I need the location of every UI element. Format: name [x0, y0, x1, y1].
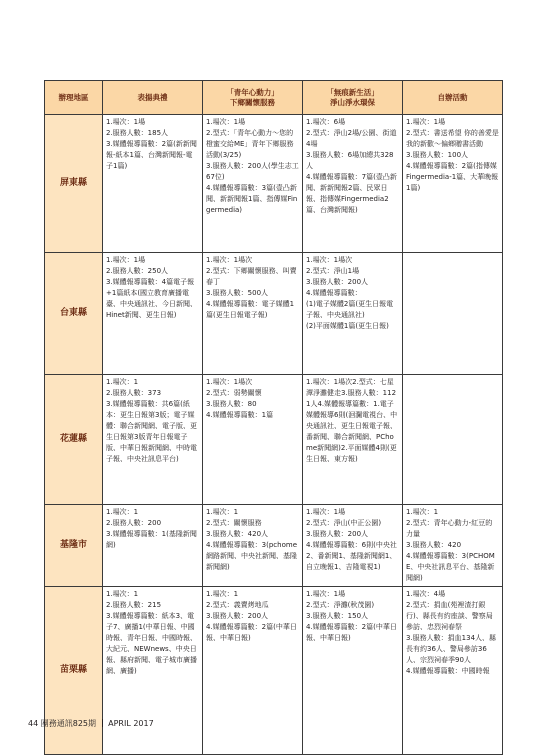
cell-text: 3.媒體報導篇數：紙本3、電子7、廣播1(中華日報、中國時報、青年日報、中國時報、大紀元、NEWnews、中央日報、縣府新聞、電子城市廣播網、廣播) [106, 612, 197, 675]
cell-text: 1.場次：1 [206, 590, 239, 598]
table-cell [103, 587, 203, 755]
cell-text: 1.場次：1 [206, 508, 239, 516]
table-row [45, 587, 503, 755]
table-cell [203, 505, 303, 587]
cell-text: 4.媒體報導篇數：6則(中央社2、番新聞1、基隆新聞網1、自立晚報1、吉隆電視1) [306, 541, 397, 571]
cell-text: 3.媒體報導篇數：1(基隆新聞網) [106, 530, 197, 549]
cell-text: 3.服務人數：捐血134人、縣長有約36人、警局參訪36人、宗烈祠春季90人 [406, 634, 497, 664]
cell-text: 3.服務人數：200人 [306, 278, 369, 286]
table-row [45, 505, 503, 587]
cell-text: 3.服務人數：80 [206, 400, 257, 408]
cell-text: (1)電子媒體2篇(更生日報電子報、中央通訊社) [306, 300, 394, 319]
header-label: 表揚典禮 [137, 92, 168, 102]
table-cell [103, 253, 203, 375]
table-cell [303, 253, 403, 375]
cell-text: 1.場次：1 [106, 378, 139, 386]
cell-text: 3.服務人數：500人 [206, 289, 269, 297]
cell-text: 2.型式：關懷服務 [206, 519, 262, 527]
cell-text: 1.場次：1 [106, 508, 139, 516]
cell-text: 1.場次：1場 [306, 590, 346, 598]
table-cell [403, 115, 503, 253]
table-cell [403, 253, 503, 375]
cell-text: 2.型式：淨灘(秋茂園) [306, 601, 375, 609]
cell-text: 2.型式：下鄉關懷服務、叫賣春丁 [206, 267, 297, 286]
cell-text: 1.場次：1 [406, 508, 439, 516]
cell-text: 3.服務人數：200人 [206, 612, 269, 620]
cell-text: 2.服務人數：200 [106, 519, 162, 527]
table-cell [203, 115, 303, 253]
cell-text: 1.場次：1場次2.型式：七星潭淨灘健走3.服務人數：1121人4.媒體報導篇數：1.電子媒體報導6則(洄瀾電視台、中央通訊社、更生日報電子報、番新聞、聯合新聞網、PChome新聞網)2.平面媒體4則(更生日報、東方報) [306, 378, 398, 463]
cell-text: 4.媒體報導篇數：7篇(壹凸新聞、新新聞報2篇、民眾日報、指傳媒Fingermedia2篇、台灣新聞報) [306, 173, 397, 214]
cell-text: 2.型式：青年心動力-紅豆的力量 [406, 519, 493, 538]
cell-text: 1.場次：1場 [206, 118, 246, 126]
header-label: 辦理地區 [58, 92, 89, 102]
table-cell [303, 587, 403, 755]
cell-text: 2.型式：捐血(苑裡渣打銀行)、縣長有約座談、警察局參訪、忠烈祠春祭 [406, 601, 493, 631]
cell-text: (2)平面媒體1篇(更生日報) [306, 322, 389, 330]
table-cell [403, 587, 503, 755]
cell-text: 4.媒體報導篇數：2篇(中華日報、中華日報) [306, 623, 397, 642]
header-label: 自辦活動 [437, 92, 468, 102]
cell-text: 3.媒體報導篇數：2篇(新新聞報-紙本1篇、台灣新聞報-電子1篇) [106, 140, 197, 170]
cell-text: 2.型式：義賣烤地瓜 [206, 601, 269, 609]
table-cell [303, 375, 403, 505]
cell-text: 1.場次：1場 [106, 118, 146, 126]
cell-text: 1.場次：1 [106, 590, 139, 598]
table-cell [103, 115, 203, 253]
cell-text: 1.場次：1場 [106, 256, 146, 264]
table-cell [303, 505, 403, 587]
cell-text: 3.服務人數：6場加總共328人 [306, 151, 394, 170]
table-cell [403, 375, 503, 505]
table-row [45, 115, 503, 253]
cell-text: 4.媒體報導篇數：1篇 [206, 411, 274, 419]
county-name: 屏東縣 [45, 115, 103, 253]
cell-text: 1.場次：1場 [306, 508, 346, 516]
table-cell [303, 115, 403, 253]
cell-text: 1.場次：6場 [306, 118, 346, 126]
cell-text: 3.服務人數：100人 [406, 151, 469, 159]
table-cell [103, 505, 203, 587]
header-label: 「青年心動力」 [226, 87, 279, 97]
cell-text: 3.服務人數：200人(學生志工67位) [206, 162, 299, 181]
cell-text: 2.服務人數：250人 [106, 267, 169, 275]
table-cell [203, 587, 303, 755]
table-cell [103, 375, 203, 505]
header-environment [303, 81, 403, 115]
header-youth-service [203, 81, 303, 115]
county-name: 花蓮縣 [45, 375, 103, 505]
header-self-activity [403, 81, 503, 115]
cell-text: 3.媒體報導篇數：4篇電子報+1篇紙本(國立教育廣播電臺、中央通訊社、今日新聞、Hinet新聞、更生日報) [106, 278, 197, 319]
cell-text: 4.媒體報導篇數：中國時報 [406, 667, 490, 675]
county-name: 基隆市 [45, 505, 103, 587]
cell-text: 4.媒體報導篇數：3(pchome網路新聞、中央社新聞、基隆新聞網) [206, 541, 297, 571]
cell-text: 2.型式：「青年心動力～您的橙蜜交給ME」青年下鄉服務活動(3/25) [206, 129, 294, 159]
cell-text: 3.媒體報導篇數：共6篇(紙本：更生日報第3版；電子媒體：聯合新聞網、電子版、更生日報第3版青年日報電子版、中華日報新聞網、中時電子報、中央社訊息平台) [106, 400, 197, 463]
table-header-row [45, 81, 503, 115]
table-cell [403, 505, 503, 587]
cell-text: 4.媒體報導篇數： [306, 289, 362, 297]
header-ceremony [103, 81, 203, 115]
cell-text: 4.媒體報導篇數：2篇(中華日報、中華日報) [206, 623, 297, 642]
cell-text: 3.服務人數：150人 [306, 612, 369, 620]
page-number: 44 [28, 719, 39, 728]
table-row [45, 375, 503, 505]
magazine-issue: 團務通訊825期 [40, 719, 97, 728]
cell-text: 4.媒體報導篇數：3(PCHOME、中央社訊息平台、基隆新聞網) [406, 552, 495, 582]
header-label: 淨山淨水環保 [330, 97, 375, 107]
cell-text: 2.服務人數：373 [106, 389, 162, 397]
table-cell [203, 375, 303, 505]
cell-text: 2.型式：淨山2場/公園、街道4場 [306, 129, 397, 148]
cell-text: 2.型式：弱勢關懷 [206, 389, 262, 397]
cell-text: 2.型式：書送希望 你的善愛是我的新歡～偏鄉贈書活動 [406, 129, 499, 148]
header-label: 「無痕新生活」 [326, 87, 379, 97]
cell-text: 3.服務人數：420 [406, 541, 462, 549]
cell-text: 2.服務人數：185人 [106, 129, 169, 137]
county-name: 苗栗縣 [45, 587, 103, 755]
cell-text: 4.媒體報導篇數：2篇(指傳媒Fingermedia-1篇、大華晚報1篇) [406, 162, 499, 192]
county-name: 台東縣 [45, 253, 103, 375]
cell-text: 2.型式：淨山(中正公園) [306, 519, 382, 527]
cell-text: 1.場次：1場次 [206, 256, 253, 264]
cell-text: 3.服務人數：200人 [306, 530, 369, 538]
page-footer [28, 718, 154, 729]
footer-divider [102, 719, 103, 727]
cell-text: 4.媒體報導篇數：電子媒體1篇(更生日報電子報) [206, 300, 295, 319]
cell-text: 1.場次：1場次 [206, 378, 253, 386]
table-row [45, 253, 503, 375]
cell-text: 3.服務人數：420人 [206, 530, 269, 538]
cell-text: 2.型式：淨山1場 [306, 267, 360, 275]
cell-text: 1.場次：1場次 [306, 256, 353, 264]
table-cell [203, 253, 303, 375]
cell-text: 4.媒體報導篇數：3篇(壹凸新聞、新新聞報1篇、指傳媒Fingermedia) [206, 184, 298, 214]
header-label: 下鄉關懷服務 [230, 97, 275, 107]
cell-text: 1.場次：1場 [406, 118, 446, 126]
cell-text: 1.場次：4場 [406, 590, 446, 598]
cell-text: 2.服務人數：215 [106, 601, 162, 609]
table-body [45, 115, 503, 755]
issue-date: APRIL 2017 [108, 719, 154, 728]
activity-report-table [44, 80, 503, 755]
header-region [45, 81, 103, 115]
